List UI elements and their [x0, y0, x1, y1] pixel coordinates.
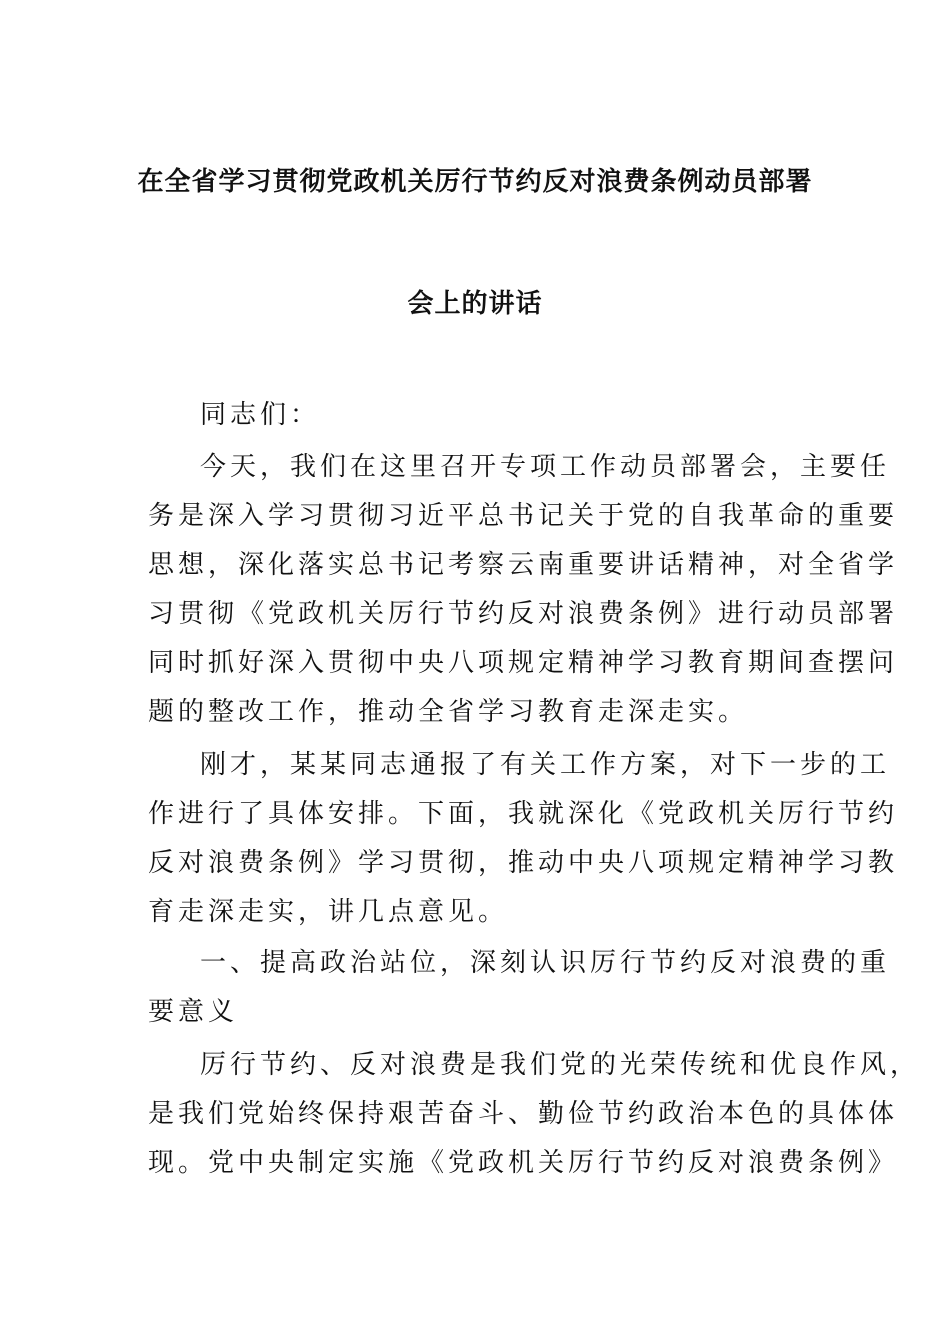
paragraph-1-line-5: 同时抓好深入贯彻中央八项规定精神学习教育期间查摆问 — [148, 648, 899, 678]
salutation: 同志们： — [200, 400, 321, 430]
document-title-line-2: 会上的讲话 — [407, 289, 543, 319]
paragraph-2-line-2: 作进行了具体安排。下面，我就深化《党政机关厉行节约 — [148, 799, 899, 829]
document-title-line-1: 在全省学习贯彻党政机关厉行节约反对浪费条例动员部署 — [137, 167, 813, 197]
paragraph-3-line-2: 是我们党始终保持艰苦奋斗、勤俭节约政治本色的具体体 — [148, 1099, 899, 1129]
paragraph-1-line-1: 今天，我们在这里召开专项工作动员部署会，主要任 — [200, 452, 891, 482]
section-heading-1-line-1: 一、提高政治站位，深刻认识厉行节约反对浪费的重 — [200, 948, 891, 978]
paragraph-1-line-3: 思想，深化落实总书记考察云南重要讲话精神，对全省学 — [148, 550, 899, 580]
section-heading-1-line-2: 要意义 — [148, 997, 239, 1027]
paragraph-2-line-1: 刚才，某某同志通报了有关工作方案，对下一步的工 — [200, 750, 891, 780]
paragraph-1-line-4: 习贯彻《党政机关厉行节约反对浪费条例》进行动员部署 — [148, 599, 899, 629]
paragraph-3-line-3: 现。党中央制定实施《党政机关厉行节约反对浪费条例》 — [148, 1148, 899, 1178]
paragraph-2-line-3: 反对浪费条例》学习贯彻，推动中央八项规定精神学习教 — [148, 848, 899, 878]
paragraph-1-line-2: 务是深入学习贯彻习近平总书记关于党的自我革命的重要 — [148, 501, 899, 531]
paragraph-3-line-1: 厉行节约、反对浪费是我们党的光荣传统和优良作风， — [200, 1050, 921, 1080]
paragraph-2-line-4: 育走深走实，讲几点意见。 — [148, 897, 509, 927]
paragraph-1-line-6: 题的整改工作，推动全省学习教育走深走实。 — [148, 697, 749, 727]
